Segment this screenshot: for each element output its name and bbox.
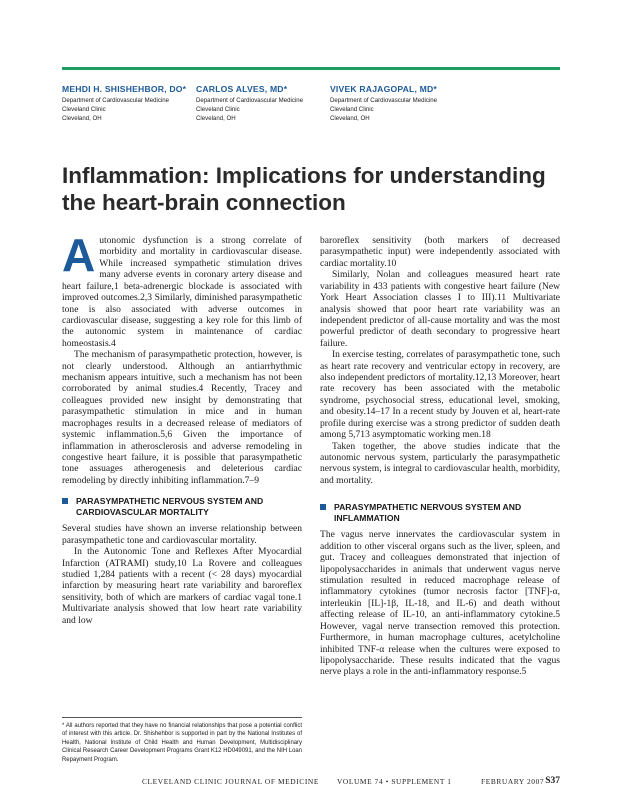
author-dept: Department of Cardiovascular Medicine <box>330 97 438 104</box>
author-dept: Department of Cardiovascular Medicine <box>62 97 170 104</box>
top-rule <box>62 67 560 70</box>
article-title: Inflammation: Implications for understanding the heart-brain connection <box>62 163 546 215</box>
author-org: Cleveland Clinic <box>330 106 374 114</box>
author-name: VIVEK RAJAGOPAL, MD* <box>330 84 437 94</box>
page-footer <box>62 776 560 788</box>
author-city: Cleveland, OH <box>62 115 102 123</box>
author-1 <box>62 84 186 124</box>
paragraph: Taken together, the above studies indicate that the autonomic nervous system, particularly the parasympathetic nervous system, is integral to cardiovascular health, morbidity, and mortality. <box>320 440 560 486</box>
paragraph: Similarly, Nolan and colleagues measured heart rate variability in 433 patients with congestive heart failure (New York Heart Association classes I to III).11 Multivariate analysis showed that poor heart rate variability was an independent predictor of all-cause mortality and was the most powerful predictor of death secondary to progressive heart failure. <box>320 269 560 349</box>
author-city: Cleveland, OH <box>196 115 236 123</box>
right-column <box>320 235 560 678</box>
paragraph <box>62 229 302 349</box>
paragraph: In exercise testing, correlates of parasympathetic tone, such as heart rate recovery and ventricular ectopy in recovery, are also independent predictors of mortality.12,13 Moreover, heart rate recovery has been associated with the metabolic syndrome, psychosocial stress, educational level, smoking, and obesity.14–17 In a recent study by Jouven et al, heart-rate profile during exercise was a strong predictor of sudden death among 5,713 asymptomatic working men.18 <box>320 349 560 441</box>
drop-cap: A <box>62 229 96 281</box>
section-heading-text: PARASYMPATHETIC NERVOUS SYSTEM AND INFLAMMATION <box>334 502 522 524</box>
footnote: * All authors reported that they have no financial relationships that pose a potential conflict of interest with this article. Dr. Shishehbor is supported in part by the National Institutes of Health, National Institute of Child Health and Human Development, Multidisciplinary Clinical Research Career Development Programs Grant K12 HD049091, and the NIH Loan Repayment Program. <box>62 717 302 764</box>
footer-journal: CLEVELAND CLINIC JOURNAL OF MEDICINE <box>142 777 319 786</box>
paragraph-text: utonomic dysfunction is a strong correlate of morbidity and mortality in cardiovascular disease. While increased sympathetic stimulation drives many adverse events in coronary artery disease and heart failure,1 beta-adrenergic blockade is associated with improved outcomes.2,3 Similarly, diminished parasympathetic tone is also associated with adverse outcomes in cardiovascular disease, suggesting a key role for this limb of the autonomic system in maintenance of cardiac homeostasis.4 <box>62 235 302 349</box>
page-number: S37 <box>545 776 560 786</box>
section-heading-text: PARASYMPATHETIC NERVOUS SYSTEM AND CARDIOVASCULAR MORTALITY <box>76 496 264 518</box>
author-2 <box>196 84 303 124</box>
author-org: Cleveland Clinic <box>196 106 240 114</box>
author-name: CARLOS ALVES, MD* <box>196 84 288 94</box>
paragraph: The mechanism of parasympathetic protection, however, is not clearly understood. Although an antiarrhythmic mechanism appears intuitive, such a mechanism has not been corroborated by animal studies.4 Recently, Tracey and colleagues provided new insight by demonstrating that parasympathetic stimulation in mice and in human macrophages results in a decreased release of mediators of systemic inflammation.5,6 Given the importance of inflammation in atherosclerosis and adverse remodeling in congestive heart failure, it is possible that parasympathetic tone assuages atherogenesis and deleterious cardiac remodeling by directly inhibiting inflammation.7–9 <box>62 349 302 486</box>
paragraph: The vagus nerve innervates the cardiovascular system in addition to other visceral organs such as the liver, spleen, and gut. Tracey and colleagues demonstrated that injection of lipopolysaccharides in animals that underwent vagus nerve stimulation resulted in reduced macrophage release of inflammatory cytokines (tumor necrosis factor [TNF]-α, interleukin [IL]-1β, IL-18, and IL-6) and death without affecting release of IL-10, an anti-inflammatory cytokine.5 However, vagal nerve transection removed this protection. Furthermore, in human macrophage cultures, acetylcholine inhibited TNF-α release when the cultures were exposed to lipopolysaccharide. These results indicated that the vagus nerve plays a role in the anti-inflammatory response.5 <box>320 529 560 678</box>
paragraph: In the Autonomic Tone and Reflexes After Myocardial Infarction (ATRAMI) study,10 La Rovere and colleagues studied 1,284 patients with a recent (< 28 days) myocardial infarction by measuring heart rate variability and baroreflex sensitivity, both of which are markers of cardiac vagal tone.1 Multivariate analysis showed that low heart rate variability and low <box>62 546 302 626</box>
paragraph: Several studies have shown an inverse relationship between parasympathetic tone and cardiovascular mortality. <box>62 523 302 546</box>
author-3 <box>330 84 437 124</box>
author-dept: Department of Cardiovascular Medicine <box>196 97 304 104</box>
square-bullet-icon <box>320 504 326 510</box>
footer-date: FEBRUARY 2007 <box>481 777 545 786</box>
author-name: MEHDI H. SHISHEHBOR, DO* <box>62 84 187 94</box>
left-column <box>62 229 302 626</box>
author-block <box>62 84 560 134</box>
square-bullet-icon <box>62 498 68 504</box>
author-city: Cleveland, OH <box>330 115 370 123</box>
paragraph: baroreflex sensitivity (both markers of decreased parasympathetic input) were independently associated with cardiac mortality.10 <box>320 235 560 269</box>
author-org: Cleveland Clinic <box>62 106 106 114</box>
footer-volume: VOLUME 74 • SUPPLEMENT 1 <box>337 777 452 786</box>
section-heading <box>62 496 302 518</box>
section-heading <box>320 502 560 524</box>
